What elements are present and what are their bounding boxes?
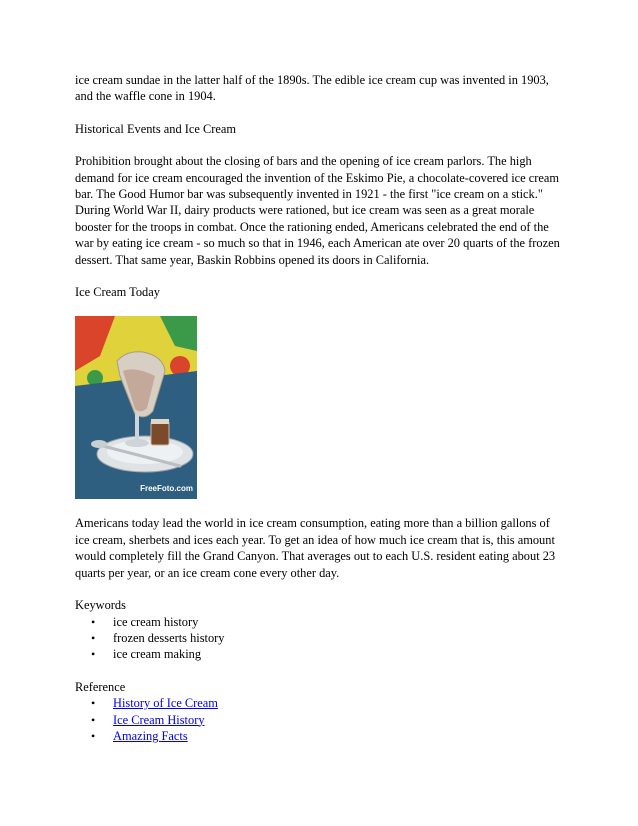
sundae-illustration [75,316,197,499]
reference-link-history-of-ice-cream[interactable]: History of Ice Cream [113,696,218,711]
reference-link-amazing-facts[interactable]: Amazing Facts [113,728,188,743]
keyword-item: • frozen desserts history [75,630,565,646]
reference-heading: Reference [75,679,126,694]
today-paragraph: Americans today lead the world in ice cream consumption, eating more than a billion gallons of ice cream, sherbets and ices each year. To get an idea of how much ice cream that is, this amount would completely fill the Grand Canyon. That averages out to each U.S. resident eating about 23 quarts per year, or an ice cream cone every other day. [75,516,556,580]
historical-heading: Historical Events and Ice Cream [75,121,237,136]
reference-link-ice-cream-history[interactable]: Ice Cream History [113,712,205,727]
reference-item [75,728,565,744]
keyword-item: • ice cream making [75,646,565,662]
reference-list [75,695,565,744]
today-heading: Ice Cream Today [75,285,160,300]
keyword-item: • ice cream history [75,614,565,630]
reference-item [75,695,565,711]
photo-watermark: FreeFoto.com [140,484,193,494]
reference-item [75,712,565,728]
historical-paragraph: Prohibition brought about the closing of bars and the opening of ice cream parlors. The high demand for ice cream encouraged the invention of the Eskimo Pie, a chocolate-covered ice cream bar. The Good Humor bar was subsequently invented in 1921 - the first "ice cream on a stick." During World War II, dairy products were rationed, but ice cream was seen as a great morale booster for the troops in combat. Once the rationing ended, Americans celebrated the end of the war by eating ice cream - so much so that in 1946, each American ate over 20 quarts of the frozen dessert. That same year, Baskin Robbins opened its doors in California. [75,154,560,267]
document-body [75,72,565,744]
ice-cream-sundae-photo [75,316,197,499]
intro-paragraph: ice cream sundae in the latter half of the 1890s. The edible ice cream cup was invented in 1903, and the waffle cone in 1904. [75,73,549,104]
keywords-heading: Keywords [75,598,126,613]
keywords-list [75,614,565,663]
